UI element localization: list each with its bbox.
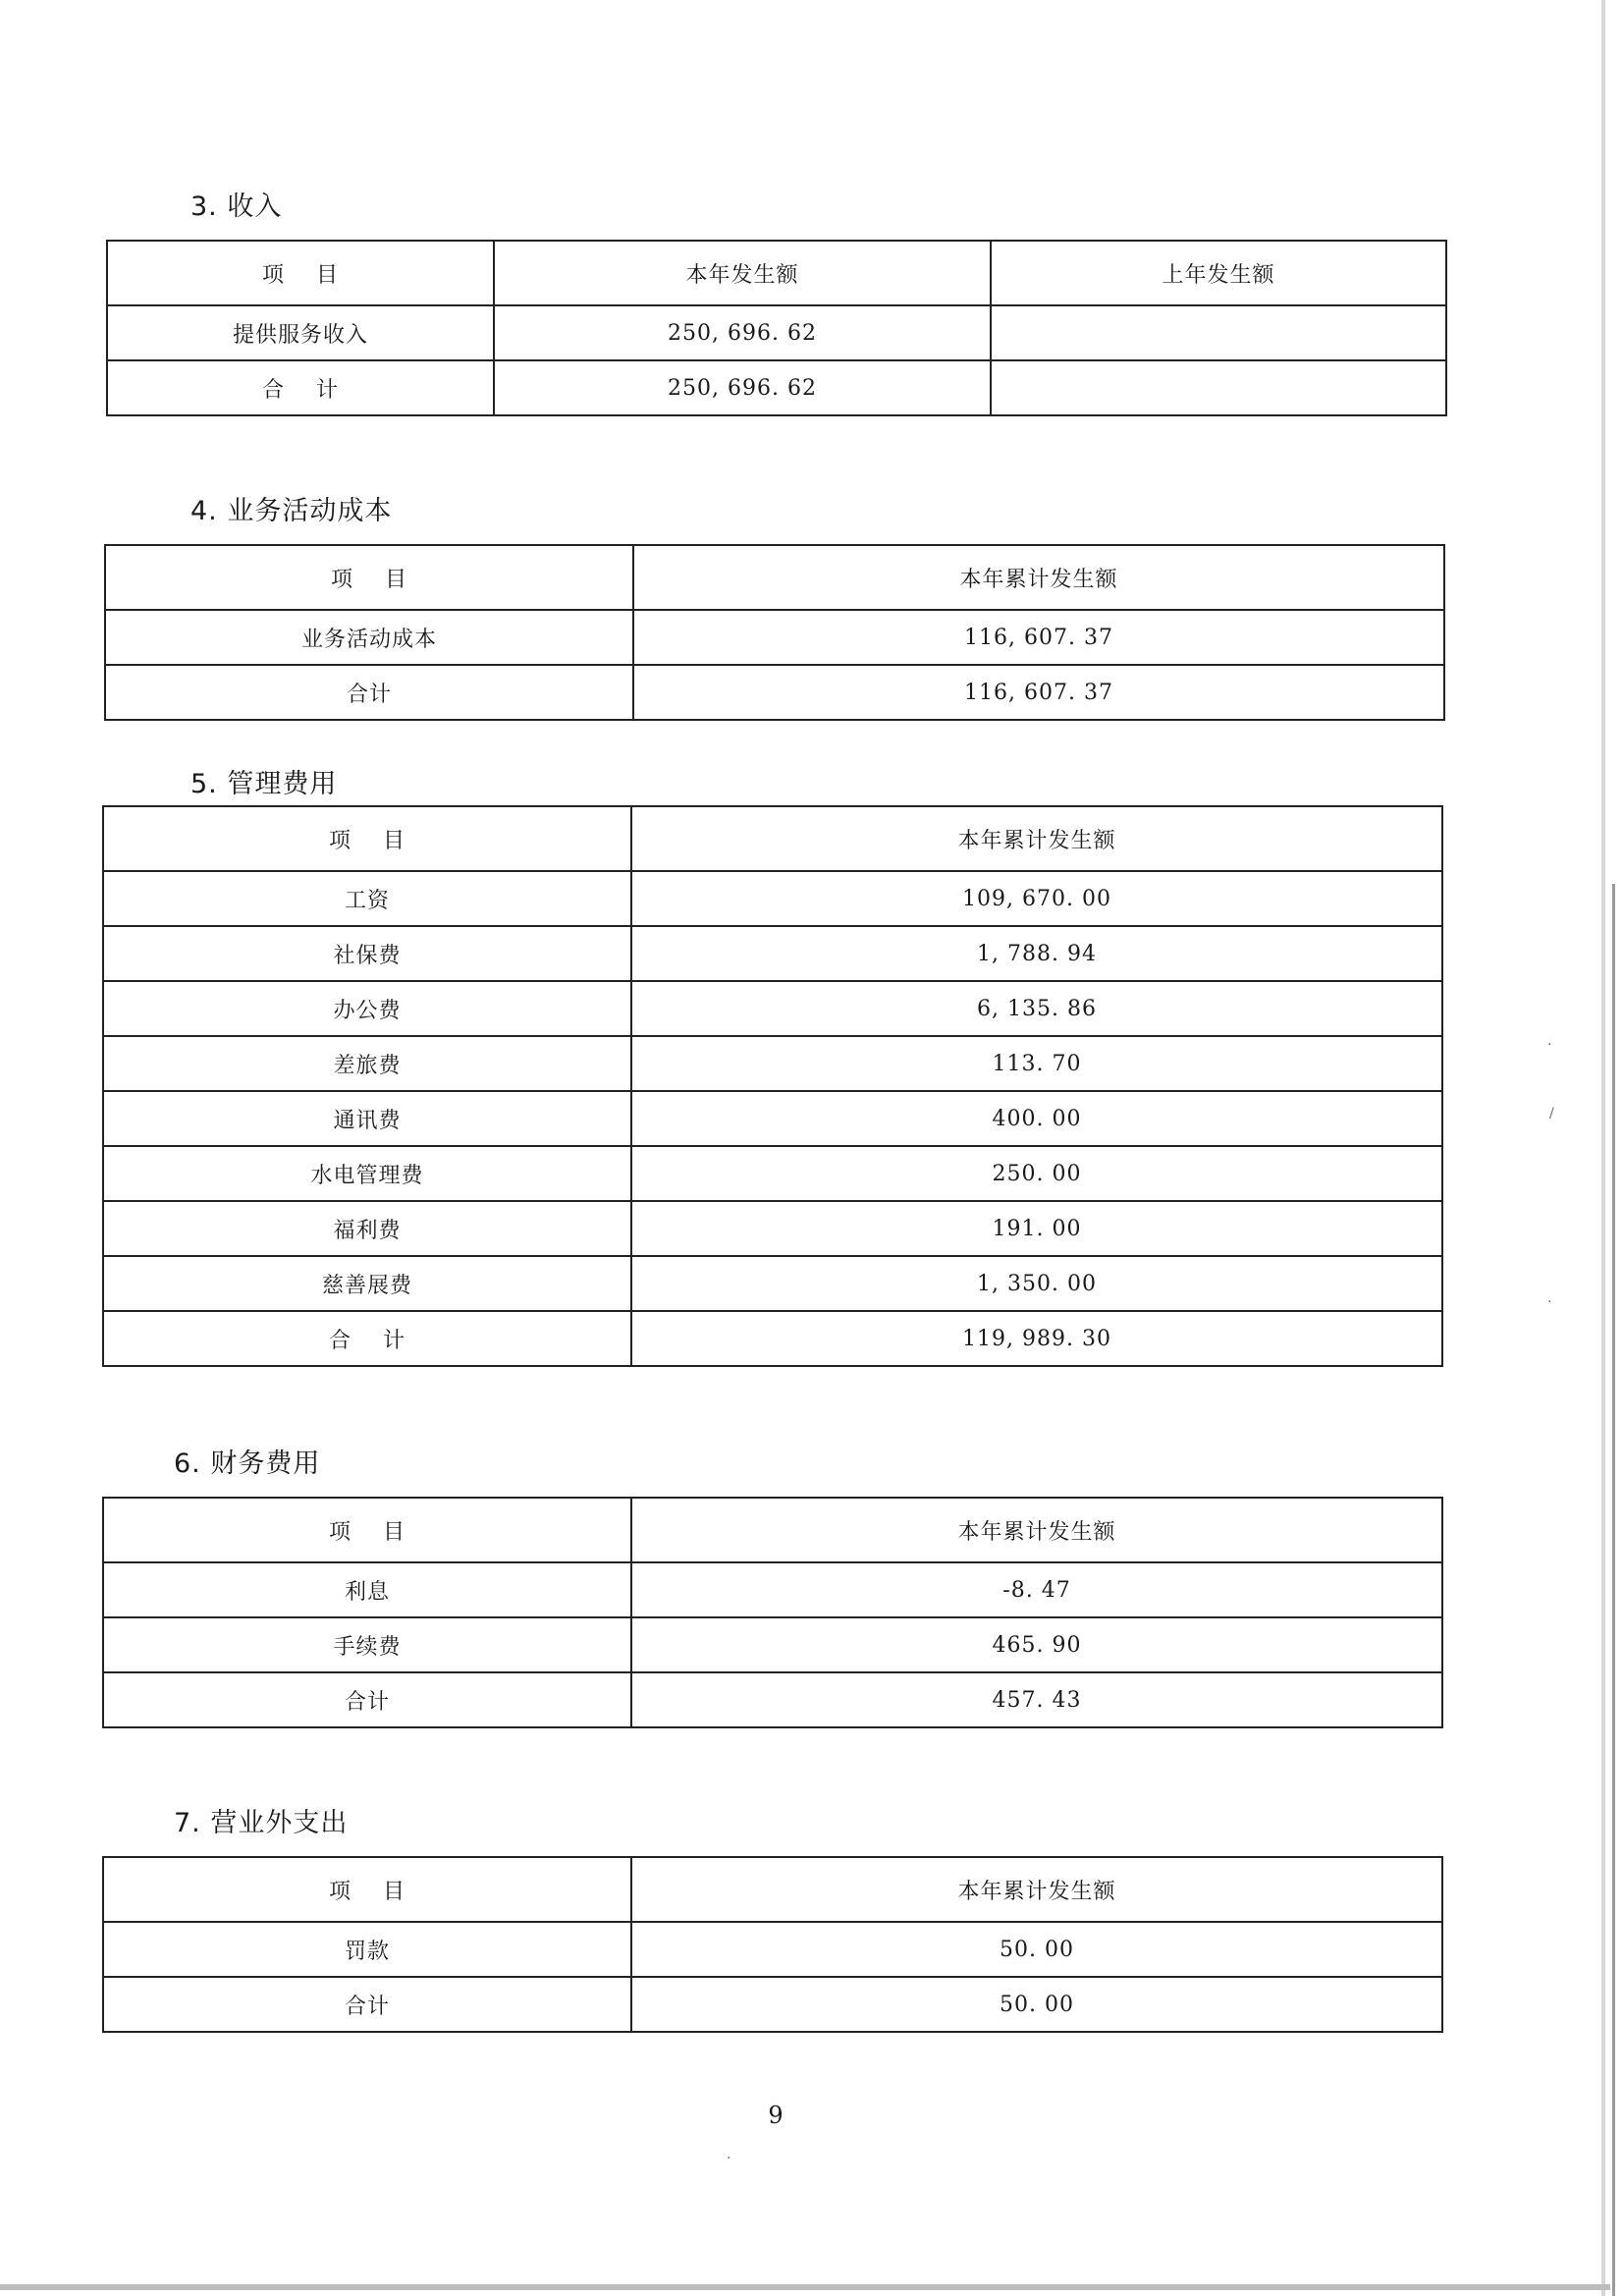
scan-speck: · bbox=[727, 2151, 731, 2166]
header-item: 项 目 bbox=[103, 1857, 631, 1922]
table-row bbox=[103, 1146, 1442, 1201]
row-value: 50. 00 bbox=[631, 1977, 1442, 2032]
row-label: 福利费 bbox=[103, 1201, 631, 1256]
section-title-admin-expenses: 5. 管理费用 bbox=[190, 769, 338, 799]
section-title-income: 3. 收入 bbox=[190, 191, 283, 222]
scan-speck: / bbox=[1549, 1106, 1554, 1121]
table-header-row bbox=[103, 1857, 1442, 1922]
row-value: 109, 670. 00 bbox=[631, 871, 1442, 926]
scan-speck: · bbox=[1547, 1037, 1552, 1053]
section-title-finance-expenses: 6. 财务费用 bbox=[174, 1449, 321, 1479]
row-label: 慈善展费 bbox=[103, 1256, 631, 1311]
income-table bbox=[106, 240, 1447, 416]
row-value: 50. 00 bbox=[631, 1922, 1442, 1977]
row-label: 水电管理费 bbox=[103, 1146, 631, 1201]
row-label: 合计 bbox=[103, 1977, 631, 2032]
row-value: -8. 47 bbox=[631, 1562, 1442, 1617]
table-row bbox=[103, 1201, 1442, 1256]
row-label: 差旅费 bbox=[103, 1036, 631, 1091]
table-header-row bbox=[107, 241, 1446, 305]
row-value: 116, 607. 37 bbox=[633, 665, 1444, 720]
table-row-total bbox=[107, 360, 1446, 415]
section-title-business-cost: 4. 业务活动成本 bbox=[190, 496, 393, 526]
row-label: 业务活动成本 bbox=[105, 610, 633, 665]
table-header-row bbox=[105, 545, 1444, 610]
row-prior-value bbox=[991, 305, 1446, 360]
row-label: 合计 bbox=[103, 1672, 631, 1727]
row-value: 119, 989. 30 bbox=[631, 1311, 1442, 1366]
table-row bbox=[103, 1562, 1442, 1617]
row-value: 465. 90 bbox=[631, 1617, 1442, 1672]
non-operating-expenses-table bbox=[102, 1856, 1443, 2033]
table-header-row bbox=[103, 806, 1442, 871]
row-label: 办公费 bbox=[103, 981, 631, 1036]
row-label: 合计 bbox=[105, 665, 633, 720]
table-header-row bbox=[103, 1498, 1442, 1562]
row-value: 250, 696. 62 bbox=[494, 360, 991, 415]
table-row bbox=[107, 305, 1446, 360]
table-row bbox=[103, 926, 1442, 981]
table-row bbox=[105, 610, 1444, 665]
table-row bbox=[103, 871, 1442, 926]
table-row-total bbox=[103, 1672, 1442, 1727]
header-item: 项 目 bbox=[105, 545, 633, 610]
table-row bbox=[103, 1091, 1442, 1146]
row-label: 罚款 bbox=[103, 1922, 631, 1977]
row-value: 6, 135. 86 bbox=[631, 981, 1442, 1036]
finance-expenses-table bbox=[102, 1497, 1443, 1728]
header-prior-year: 上年发生额 bbox=[991, 241, 1446, 305]
row-label: 工资 bbox=[103, 871, 631, 926]
header-item: 项 目 bbox=[107, 241, 494, 305]
row-value: 250. 00 bbox=[631, 1146, 1442, 1201]
row-label: 合 计 bbox=[103, 1311, 631, 1366]
header-cumulative: 本年累计发生额 bbox=[633, 545, 1444, 610]
table-row bbox=[103, 1617, 1442, 1672]
section-title-non-operating-expenses: 7. 营业外支出 bbox=[174, 1808, 349, 1838]
header-current-year: 本年发生额 bbox=[494, 241, 991, 305]
row-value: 116, 607. 37 bbox=[633, 610, 1444, 665]
table-row-total bbox=[103, 1311, 1442, 1366]
row-label: 利息 bbox=[103, 1562, 631, 1617]
table-row bbox=[103, 1256, 1442, 1311]
table-row-total bbox=[103, 1977, 1442, 2032]
row-label: 手续费 bbox=[103, 1617, 631, 1672]
table-row bbox=[103, 1922, 1442, 1977]
admin-expenses-table bbox=[102, 805, 1443, 1367]
table-row bbox=[103, 1036, 1442, 1091]
row-value: 113. 70 bbox=[631, 1036, 1442, 1091]
row-prior-value bbox=[991, 360, 1446, 415]
row-label: 社保费 bbox=[103, 926, 631, 981]
scan-edge-line bbox=[1601, 0, 1605, 2296]
row-value: 400. 00 bbox=[631, 1091, 1442, 1146]
header-item: 项 目 bbox=[103, 806, 631, 871]
scan-edge-shadow bbox=[1612, 884, 1615, 2296]
scan-speck: · bbox=[1547, 1294, 1552, 1310]
page-number: 9 bbox=[768, 2102, 784, 2129]
header-cumulative: 本年累计发生额 bbox=[631, 1857, 1442, 1922]
table-row-total bbox=[105, 665, 1444, 720]
row-value: 1, 788. 94 bbox=[631, 926, 1442, 981]
header-cumulative: 本年累计发生额 bbox=[631, 806, 1442, 871]
row-value: 250, 696. 62 bbox=[494, 305, 991, 360]
row-label: 提供服务收入 bbox=[107, 305, 494, 360]
row-value: 457. 43 bbox=[631, 1672, 1442, 1727]
row-value: 1, 350. 00 bbox=[631, 1256, 1442, 1311]
row-label: 合 计 bbox=[107, 360, 494, 415]
row-value: 191. 00 bbox=[631, 1201, 1442, 1256]
header-cumulative: 本年累计发生额 bbox=[631, 1498, 1442, 1562]
business-cost-table bbox=[104, 544, 1445, 721]
table-row bbox=[103, 981, 1442, 1036]
header-item: 项 目 bbox=[103, 1498, 631, 1562]
row-label: 通讯费 bbox=[103, 1091, 631, 1146]
scan-bottom-line bbox=[0, 2284, 1610, 2290]
